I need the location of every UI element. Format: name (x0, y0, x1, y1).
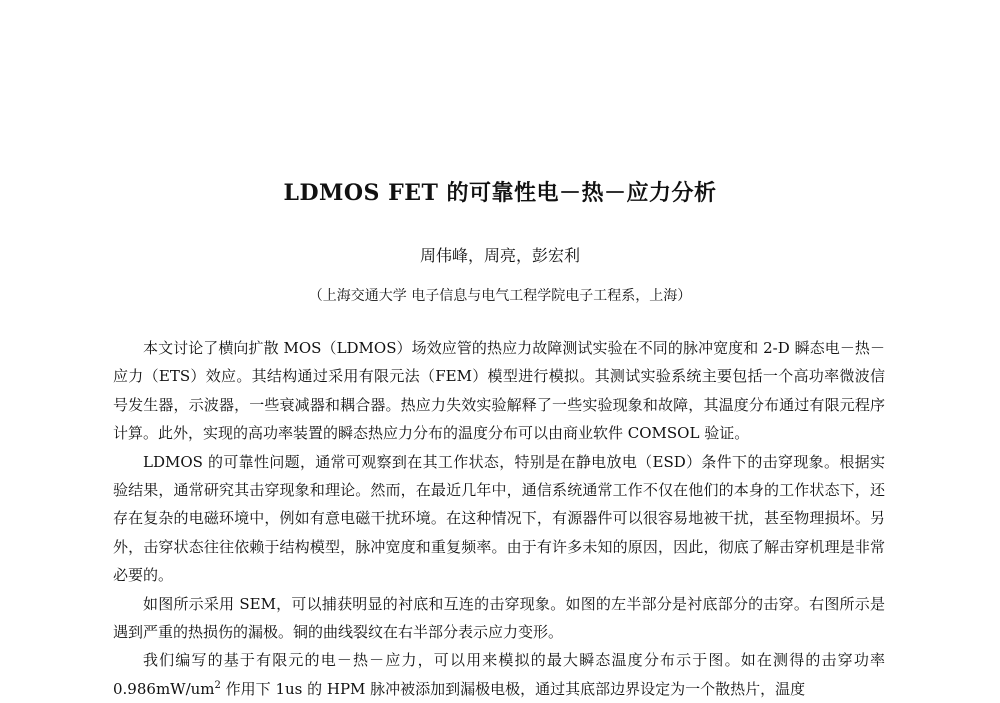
body-paragraph-last (113, 646, 885, 703)
unit-superscript: 2 (214, 679, 221, 691)
paper-affiliation: （上海交通大学 电子信息与电气工程学院电子工程系，上海） (308, 288, 692, 304)
paper-authors: 周伟峰，周亮，彭宏利 (419, 246, 580, 265)
body-paragraph: LDMOS 的可靠性问题，通常可观察到在其工作状态，特别是在静电放电（ESD）条件下的击穿现象。根据实验结果，通常研究其击穿现象和理论。然而，在最近几年中，通信系统通常工作不仅在他们的本身的工作状态下，还存在复杂的电磁环境中，例如有意电磁干扰环境。在这种情况下，有源器件可以很容易地被干扰，甚至物理损坏。另外，击穿状态往往依赖于结构模型，脉冲宽度和重复频率。由于有许多未知的原因，因此，彻底了解击穿机理是非常必要的。 (113, 452, 885, 585)
paper-title: LDMOS FET 的可靠性电－热－应力分析 (283, 180, 717, 206)
body-paragraph: 本文讨论了横向扩散 MOS（LDMOS）场效应管的热应力故障测试实验在不同的脉冲宽度和 2-D 瞬态电－热－应力（ETS）效应。其结构通过采用有限元法（FEM）模型进行模拟。其测试实验系统主要包括一个高功率微波信号发生器，示波器，一些衰减器和耦合器。热应力失效实验解释了一些实验现象和故障，其温度分布通过有限元程序计算。此外，实现的高功率装置的瞬态热应力分布的温度分布可以由商业软件 COMSOL 验证。 (113, 339, 885, 443)
body-text-run: 作用下 1us 的 HPM 脉冲被添加到漏极电极，通过其底部边界设定为一个散热片，温度 (220, 679, 806, 698)
paper-body (113, 334, 885, 703)
body-paragraph: 如图所示采用 SEM，可以捕获明显的衬底和互连的击穿现象。如图的左半部分是衬底部分的击穿。右图所示是遇到严重的热损伤的漏极。铜的曲线裂纹在右半部分表示应力变形。 (113, 594, 885, 642)
body-text-run: 我们编写的基于有限元的电－热－应力，可以用来模拟的最大瞬态温度分布示于图。如在测得的击穿功率 0.986mW/um (113, 651, 885, 698)
